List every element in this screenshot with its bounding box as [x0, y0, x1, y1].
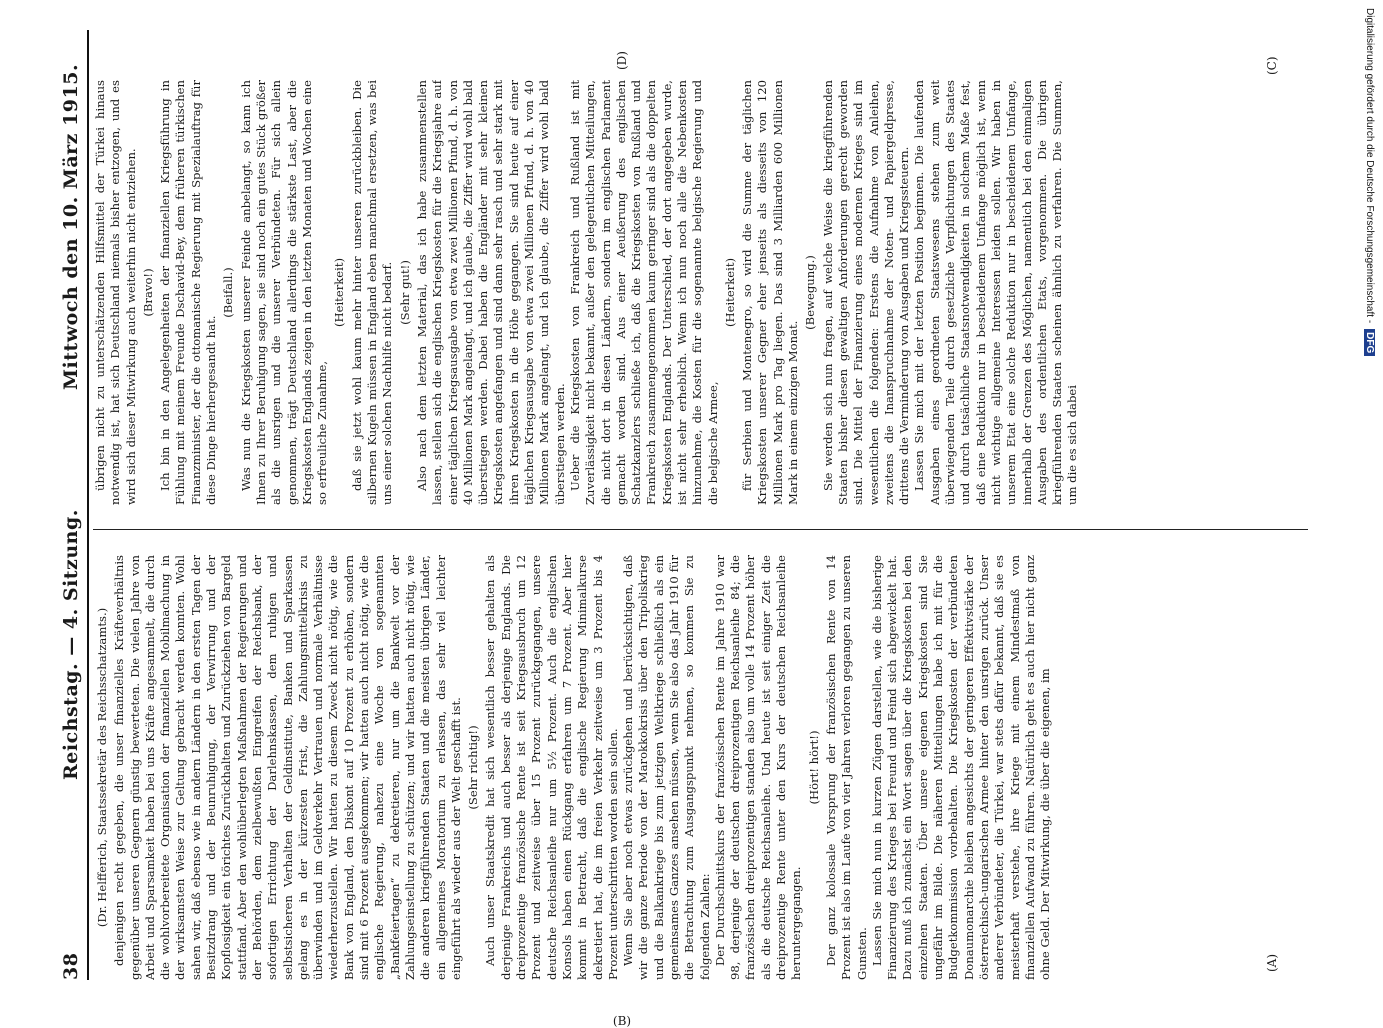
- left-column: [93, 555, 1303, 980]
- paragraph: Ich bin in den Angelegenheiten der finanziellen Kriegsführung in Fühlung mit meinem Freunde Dschavid-Bey, dem früheren türkischen Finanzminister, der die ottomanische Regierung mit Spezialauftrag für diese Dinge hierhergesandt hat.: [158, 80, 219, 505]
- margin-mark-b: (B): [612, 1013, 632, 1028]
- margin-mark-c: (C): [1265, 56, 1279, 75]
- paragraph: Der ganz kolossale Vorsprung der französischen Rente von 14 Prozent ist also im Laufe von vier Jahren verloren gegangen zu unseren Gunsten.: [823, 555, 869, 980]
- scanned-page: [55, 30, 1315, 1028]
- digitization-credit: [1361, 8, 1377, 988]
- paragraph: Wenn Sie aber noch etwas zurückgehen und berücksichtigen, daß wir die ganze Periode von der Marokkokrisis über den Tripoliskrieg und die Balkankriege bis zum jetzigen Weltkriege schließlich als ein gemeinsames Ganzes ansehen müssen, wenn Sie also das Jahr 1910 für die Betrachtung zum Ausgangspunkt nehmen, so kommen Sie zu folgenden Zahlen:: [621, 555, 712, 980]
- two-column-body: [93, 30, 1315, 980]
- paragraph: übrigen nicht zu unterschätzenden Hilfsmittel der Türkei hinaus notwendig ist, hat sich Deutschland niemals bisher entzogen, und es wird sich dieser Mitwirkung auch weiterhin nicht entziehen.: [93, 80, 138, 505]
- paragraph: Der Durchschnittskurs der französischen Rente im Jahre 1910 war 98, derjenige der deutschen dreiprozentigen Reichsanleihe 84; die französischen dreiprozentigen standen also um volle 14 Prozent höher als die deutsche Reichsanleihe. Und heute ist seit einiger Zeit die dreiprozentige Rente unter den Kurs der deutschen Reichsanleihe heruntergegangen.: [712, 555, 804, 980]
- interjection: (Hört! hört!): [806, 730, 821, 805]
- paragraph: Was nun die Kriegskosten unserer Feinde anbelangt, so kann ich Ihnen zu Ihrer Beruhigung sagen, sie sind noch ein gutes Stück größer als die unsrigen und die unserer Verbündeten. Für sich allein genommen, trägt Deutschland allerdings die stärkste Last, aber die Kriegskosten Englands zeigen in den letzten Monaten und Wochen eine so erfreuliche Zunahme,: [238, 80, 330, 505]
- interjection: (Bewegung.): [803, 255, 818, 330]
- interjection: (Beifall.): [221, 267, 236, 318]
- paragraph: Also nach dem letzten Material, das ich habe zusammenstellen lassen, stellen sich die englischen Kriegskosten für die Kriegsjahre auf einer täglichen Kriegsausgabe von etwa zwei Millionen Pfund, d. h. von 40 Millionen Mark angelangt, und ich glaube, die Ziffer wird wohl bald überstiegen werden. Dabei haben die Engländer mit sehr kleinen Kriegskosten angefangen und sind dann sehr rasch und sehr stark mit ihren Kriegskosten in die Höhe gegangen. Sie sind heute auf einer täglichen Kriegsausgabe von etwa zwei Millionen Pfund, d. h. von 40 Millionen Mark angelangt, und ich glaube, die Ziffer wird wohl bald überstiegen werden.: [414, 80, 567, 505]
- dfg-logo: DFG: [1364, 329, 1375, 356]
- interjection: (Bravo!): [140, 268, 155, 317]
- interjection: (Sehr gut!): [397, 260, 412, 325]
- right-column: [93, 80, 1303, 505]
- paragraph: Lassen Sie mich nun in kurzen Zügen darstellen, wie die bisherige Finanzierung des Krieges bei Freund und Feind sich abgewickelt hat. Dazu muß ich zunächst ein Wort sagen über die Kriegskosten bei den einzelnen Staaten. Über unsere eigenen Kriegskosten sind Sie ungefähr im Bilde. Die näheren Mitteilungen habe ich mit für die Budgetkommission vorbehalten. Die Kriegskosten der verbündeten Donaumonarchie bleiben angesichts der geringeren Effektivstärke der österreichisch-ungarischen Armee hinter den unsrigen zurück. Unser anderer Verbündeter, die Türkei, war stets dafür bekannt, daß sie es meisterhaft verstehe, ihre Kriege mit einem Mindestmaß von finanziellen Aufwand zu führen. Natürlich geht es auch hier nicht ganz ohne Geld. Der Mitwirkung, die über die eigenen, im: [869, 555, 1053, 980]
- rotated-page-content: [55, 30, 1315, 1028]
- interjection: (Heiterkeit): [722, 257, 737, 328]
- paragraph: Auch unser Staatskredit hat sich wesentlich besser gehalten als derjenige Frankreichs und auch besser als derjenige Englands. Die dreiprozentige französische Rente ist seit Kriegsausbruch um 12 Prozent und zeitweise über 15 Prozent zurückgegangen, unsere deutsche Reichsanleihe nur um 5½ Prozent. Auch die englischen Konsols haben einen Rückgang erfahren um 7 Prozent. Aber hier kommt in Betracht, daß die englische Regierung Minimalkurse dekretiert hat, die im freien Verkehr zeitweise um 3 Prozent bis 4 Prozent unterschritten worden sein sollen.: [483, 555, 620, 980]
- credit-text: Digitalisierung gefördert durch die Deutsche Forschungsgemeinschaft -: [1364, 8, 1375, 324]
- interjection: (Heiterkeit): [332, 257, 347, 328]
- column-divider: [93, 529, 1308, 530]
- paragraph: Ueber die Kriegskosten von Frankreich und Rußland ist mit Zuverlässigkeit nicht bekannt, außer den gelegentlichen Mitteilungen, die nicht dort in diesen Ländern, sondern im englischen Parlament gemacht worden sind. Aus einer Aeußerung des englischen Schatzkanzlers schließe ich, daß die Kriegskosten von Rußland und Frankreich zusammengenommen kaum geringer sind als die doppelten Kriegskosten Englands. Der Unterschied, der dort angegeben wurde, ist nicht sehr erheblich. Wenn ich nun noch alle die Nebenkosten hinzunehme, die Kosten für die sogenannte belgische Regierung und die belgische Armee,: [567, 80, 720, 505]
- margin-mark-d: (D): [615, 51, 629, 70]
- paragraph: daß sie jetzt wohl kaum mehr hinter unseren zurückbleiben. Die silbernen Kugeln müssen in England eben manchmal ersetzen, was bei uns einer solchen Nachhilfe nicht bedarf.: [349, 80, 395, 505]
- speaker-line: (Dr. Helfferich, Staatssekretär des Reichsschatzamts.): [95, 607, 109, 928]
- header-right-title: Mittwoch den 10. März 1915.: [60, 63, 82, 390]
- interjection: (Sehr richtig!): [466, 725, 481, 810]
- paragraph: denjenigen recht gegeben, die unser finanzielles Kräfteverhältnis gegenüber unseren Gegnern günstig bewerteten. Die vielen Jahre von Arbeit und Sparsamkeit haben bei uns Kräfte angesammelt, die durch die wohlvorbereitete Organisation der finanziellen Mobilmachung in der wirksamsten Weise zur Geltung gebracht werden konnten. Wohl sahen wir, daß ebenso wie in andern Ländern in den ersten Tagen der Besitzdrang und der Beunruhigung, der Verwirrung und der Kopflosigkeit ein törichtes Zurückhalten und Zurückziehen von Bargeld stattfand. Aber den wohlüberlegten Maßnahmen der Regierungen und der Behörden, dem zielbewußten Eingreifen der Reichsbank, der sofortigen Errichtung der Darlehnskassen, dem ruhigen und selbstsicheren Verhalten der Geldinstitute, Banken und Sparkassen gelang es in der kürzesten Frist, die Zahlungsmittelkrisis zu überwinden und im Geldverkehr Vertrauen und normale Verhältnisse wiederherzustellen. Wir hatten zu diesem Zweck nicht nötig, wie die Bank von England, den Diskont auf 10 Prozent zu erhöhen, sondern sind mit 6 Prozent ausgekommen; wir hatten auch nicht nötig, wie die englische Regierung, nahezu eine Woche von sogenannten „Bankfeiertagen“ zu dekretieren, nur um die Bankwelt vor der Zahlungseinstellung zu schützen; und wir hatten auch nicht nötig, wie die anderen kriegführenden Staaten und die meisten übrigen Länder, ein allgemeines Moratorium zu erlassen, das sehr viel leichter eingeführt als wieder aus der Welt geschafft ist.: [112, 555, 463, 980]
- paragraph: für Serbien und Montenegro, so wird die Summe der täglichen Kriegskosten unserer Gegner eher jenseits als diesseits von 120 Millionen Mark pro Tag liegen. Das sind 3 Milliarden 600 Millionen Mark in einem einzigen Monat.: [740, 80, 801, 505]
- header-left-title: Reichstag. — 4. Sitzung.: [60, 509, 82, 780]
- page-number: 38: [60, 952, 82, 980]
- paragraph: Lassen Sie mich mit der letzten Position beginnen. Die laufenden Ausgaben eines geordneten Staatswesens stehen zum weit überwiegenden Teile durch gesetzliche Verpflichtungen des Staates und durch tatsächliche Staatsnotwendigkeiten in solchem Maße fest, daß eine Reduktion nur in bescheidenem Umfange möglich ist, wenn nicht wichtige allgemeine Interessen leiden sollen. Wir haben in unserem Etat eine solche Reduktion nur in bescheidenem Umfange, innerhalb der Grenzen des Möglichen, namentlich bei den einmaligen Ausgaben des ordentlichen Etats, vorgenommen. Die übrigen kriegführenden Staaten scheinen ähnlich zu verfahren. Die Summen, um die es sich dabei: [912, 80, 1080, 505]
- page-header: [55, 30, 89, 980]
- margin-mark-a: (A): [1265, 953, 1279, 972]
- paragraph: Sie werden sich nun fragen, auf welche Weise die kriegführenden Staaten bisher diesen gewaltigen Anforderungen gerecht geworden sind. Die Mittel der Finanzierung eines modernen Krieges sind im wesentlichen die folgenden: Erstens die Aufnahme von Anleihen, zweitens die Inanspruchnahme der Noten- und Papiergeldpresse, drittens die Verminderung von Ausgaben und Kriegssteuern.: [820, 80, 912, 505]
